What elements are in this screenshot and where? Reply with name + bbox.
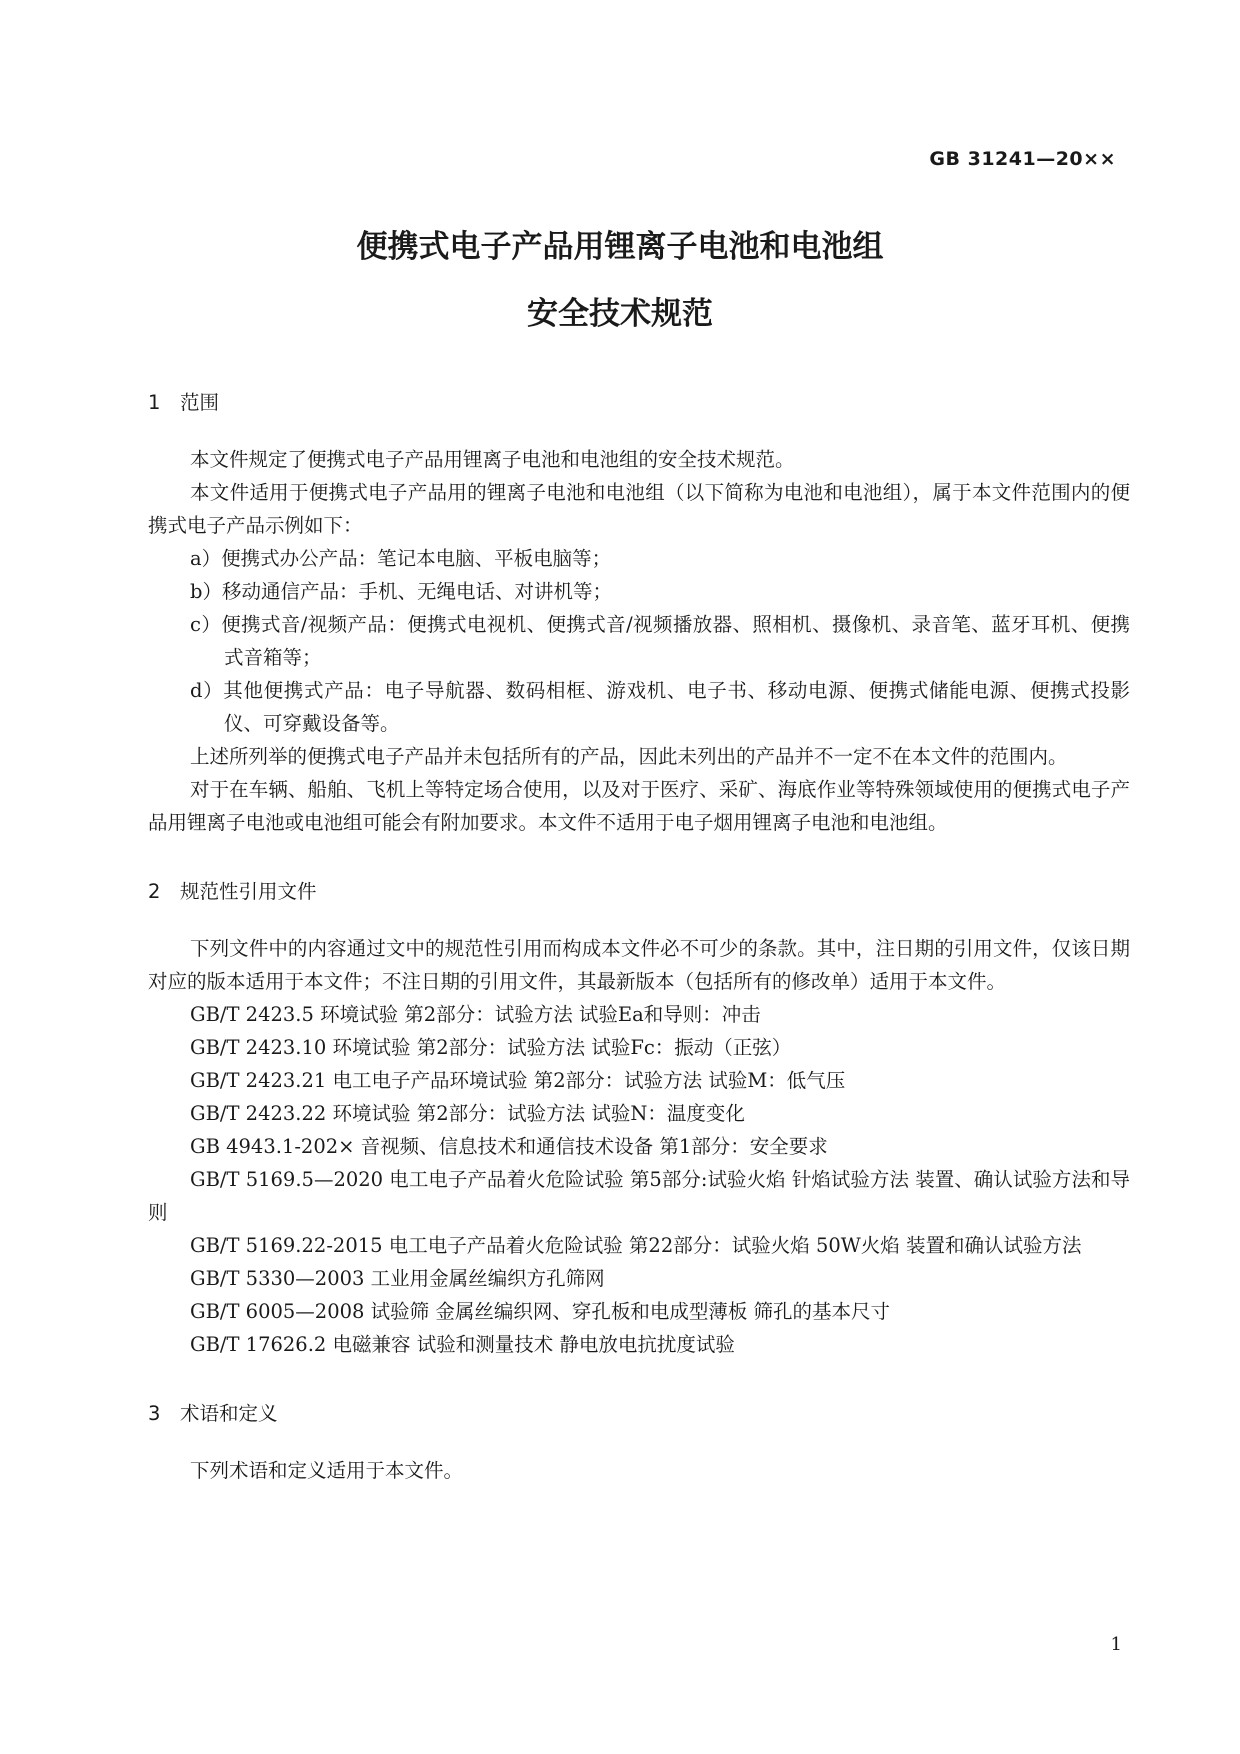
paragraph: 下列术语和定义适用于本文件。 [190,1459,464,1482]
list-item: b）移动通信产品：手机、无绳电话、对讲机等； [190,580,612,603]
paragraph: 上述所列举的便携式电子产品并未包括所有的产品，因此未列出的产品并不一定不在本文件的范围内。 [190,745,1068,768]
reference-item: GB/T 2423.5 环境试验 第2部分：试验方法 试验Ea和导则：冲击 [190,1003,761,1026]
title-line-2: 安全技术规范 [527,296,713,332]
reference-item: GB/T 5169.5—2020 电工电子产品着火危险试验 第5部分:试验火焰 针焰试验方法 装置、确认试验方法和导则 [148,1168,1130,1224]
list-item: c）便携式音/视频产品：便携式电视机、便携式音/视频播放器、照相机、摄像机、录音笔、蓝牙耳机、便携式音箱等； [190,613,1130,669]
section-title: 规范性引用文件 [180,880,317,903]
reference-item: GB/T 5330—2003 工业用金属丝编织方孔筛网 [190,1267,605,1290]
page-number: 1 [1110,1634,1122,1655]
reference-item: GB/T 6005—2008 试验筛 金属丝编织网、穿孔板和电成型薄板 筛孔的基本尺寸 [190,1300,891,1323]
reference-item: GB/T 5169.22-2015 电工电子产品着火危险试验 第22部分：试验火焰 50W火焰 装置和确认试验方法 [190,1234,1082,1257]
section-number: 2 [148,880,161,903]
section-heading-scope [148,386,1130,419]
document-body [148,386,1130,1487]
paragraph: 本文件适用于便携式电子产品用的锂离子电池和电池组（以下简称为电池和电池组），属于本文件范围内的便携式电子产品示例如下： [148,481,1130,537]
reference-item: GB/T 17626.2 电磁兼容 试验和测量技术 静电放电抗扰度试验 [190,1333,735,1356]
reference-item: GB/T 2423.22 环境试验 第2部分：试验方法 试验N：温度变化 [190,1102,745,1125]
section-title: 范围 [180,391,220,414]
paragraph: 下列文件中的内容通过文中的规范性引用而构成本文件必不可少的条款。其中，注日期的引用文件，仅该日期对应的版本适用于本文件；不注日期的引用文件，其最新版本（包括所有的修改单）适用于本文件。 [148,937,1130,993]
section-number: 3 [148,1402,161,1425]
section-number: 1 [148,391,161,414]
paragraph: 本文件规定了便携式电子产品用锂离子电池和电池组的安全技术规范。 [190,448,795,471]
list-item: a）便携式办公产品：笔记本电脑、平板电脑等； [190,547,612,570]
title-line-1: 便携式电子产品用锂离子电池和电池组 [356,229,884,265]
reference-item: GB/T 2423.10 环境试验 第2部分：试验方法 试验Fc：振动（正弦） [190,1036,792,1059]
reference-item: GB 4943.1-202× 音视频、信息技术和通信技术设备 第1部分：安全要求 [190,1135,828,1158]
standard-number: GB 31241—20×× [929,148,1116,170]
section-heading-terms-definitions [148,1397,1130,1430]
document-title [0,229,1240,332]
section-title: 术语和定义 [180,1402,278,1425]
section-heading-normative-references [148,875,1130,908]
reference-item: GB/T 2423.21 电工电子产品环境试验 第2部分：试验方法 试验M：低气压 [190,1069,846,1092]
list-item: d）其他便携式产品：电子导航器、数码相框、游戏机、电子书、移动电源、便携式储能电源、便携式投影仪、可穿戴设备等。 [190,679,1130,735]
paragraph: 对于在车辆、船舶、飞机上等特定场合使用，以及对于医疗、采矿、海底作业等特殊领域使用的便携式电子产品用锂离子电池或电池组可能会有附加要求。本文件不适用于电子烟用锂离子电池和电池组。 [148,778,1130,834]
